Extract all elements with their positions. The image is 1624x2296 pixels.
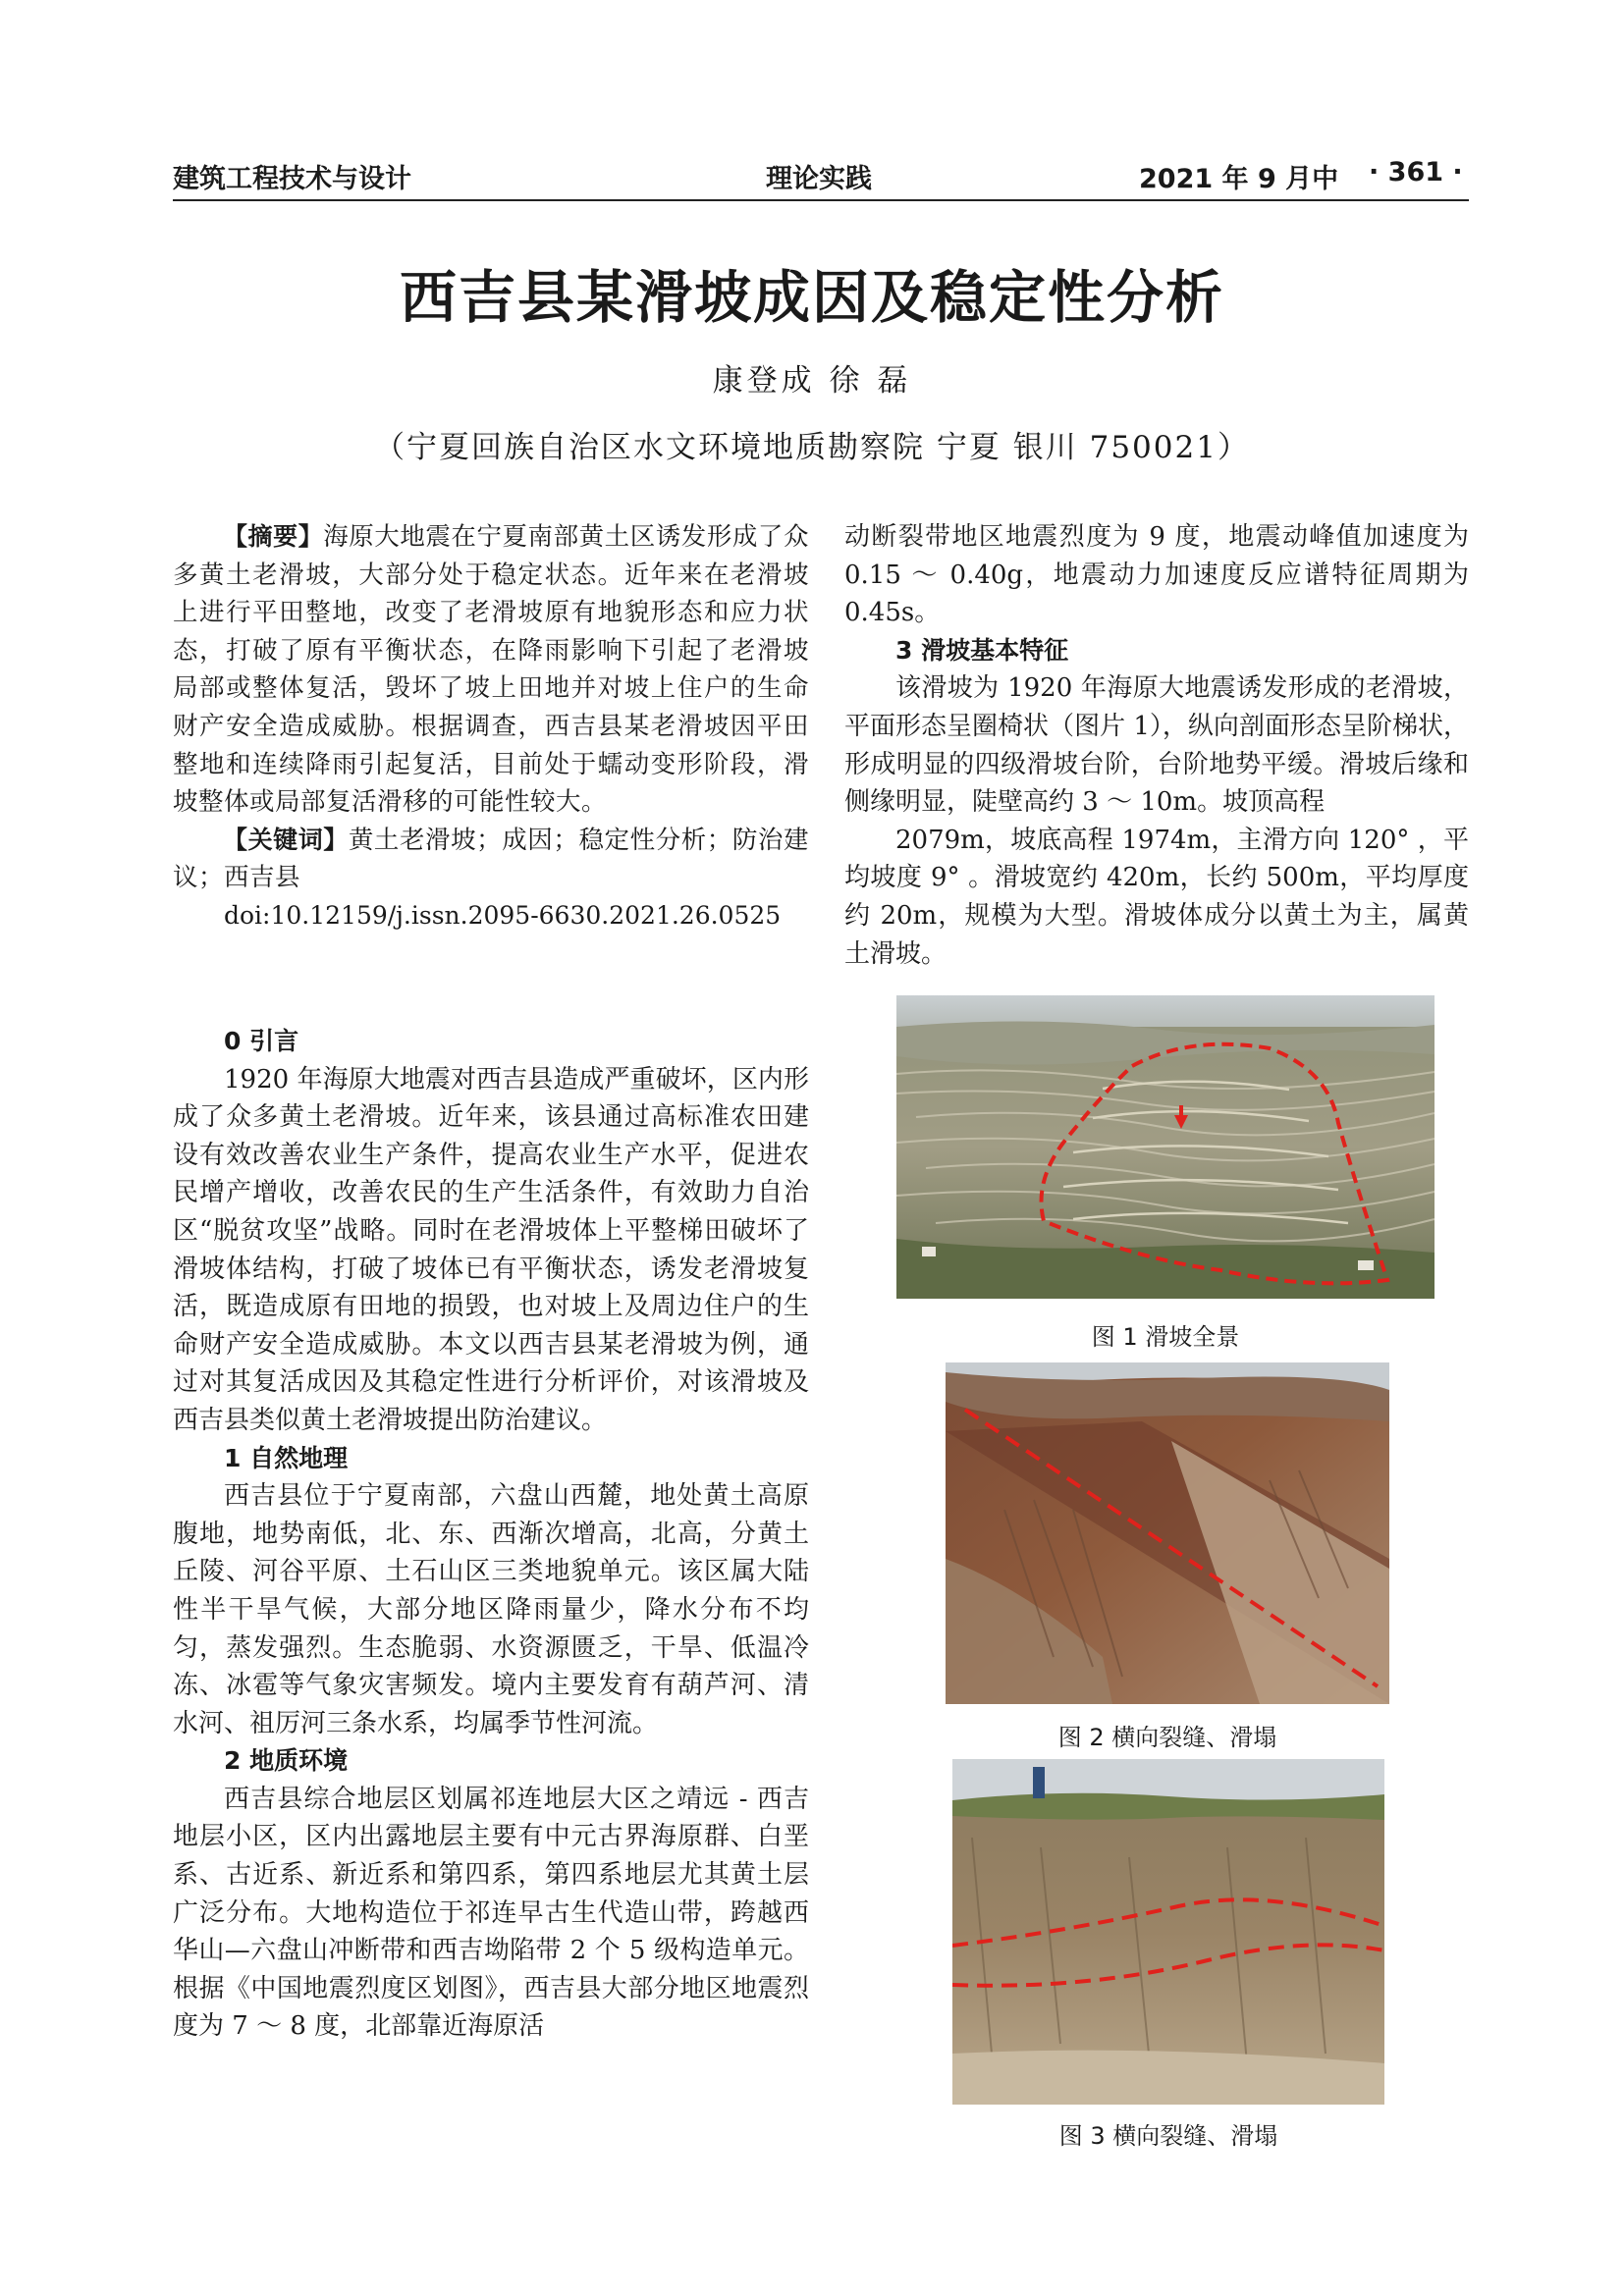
doi: doi:10.12159/j.issn.2095-6630.2021.26.0525 [224, 900, 782, 930]
landslide-aerial-photo [896, 995, 1435, 1299]
keywords [173, 822, 809, 897]
abstract-block [173, 518, 809, 935]
figure-2-crack-collapse [946, 1362, 1389, 1704]
article-affiliation: （宁夏回族自治区水文环境地质勘察院 宁夏 银川 750021） [374, 430, 1250, 465]
section-0-title: 0 引言 [224, 1027, 299, 1055]
abstract-label: 【摘要】 [223, 522, 324, 551]
section-0-text: 1920 年海原大地震对西吉县造成严重破坏，区内形成了众多黄土老滑坡。近年来，该县通过高标准农田建设有效改善农业生产条件，提高农业生产水平，促进农民增产增收，改善农民的生产生活条件，有效助力自治区“脱贫攻坚”战略。同时在老滑坡体上平整梯田破坏了滑坡体结构，打破了坡体已有平衡状态，诱发老滑坡复活，既造成原有田地的损毁，也对坡上及周边住户的生命财产安全造成威胁。本文以西吉县某老滑坡为例，通过对其复活成因及其稳定性进行分析评价，对该滑坡及西吉县类似黄土老滑坡提出防治建议。 [173, 1064, 809, 1435]
journal-name: 建筑工程技术与设计 [173, 164, 411, 194]
figure-1-landslide-panorama [896, 995, 1435, 1299]
section-2-title: 2 地质环境 [224, 1746, 349, 1776]
section-name: 理论实践 [766, 164, 872, 194]
crack-photo-2 [952, 1759, 1384, 2105]
article-title: 西吉县某滑坡成因及稳定性分析 [399, 264, 1224, 331]
figure-1-caption: 图 1 滑坡全景 [1091, 1323, 1240, 1351]
section-2-text: 西吉县综合地层区划属祁连地层大区之靖远 - 西吉地层小区，区内出露地层主要有中元古界海原群、白垩系、古近系、新近系和第四系，第四系地层尤其黄土层广泛分布。大地构造位于祁连早古生代造山带，跨越西华山—六盘山冲断带和西吉坳陷带 2 个 5 级构造单元。根据《中国地震烈度区划图》，西吉县大部分地区地震烈度为 7 ～ 8 度，北部靠近海原活 [173, 1784, 809, 2042]
figure-2-caption: 图 2 横向裂缝、滑塌 [1057, 1724, 1277, 1751]
keywords-text: 黄土老滑坡；成因；稳定性分析；防治建议；西吉县 [173, 825, 809, 893]
right-body [844, 518, 1469, 973]
section-1-text: 西吉县位于宁夏南部，六盘山西麓，地处黄土高原腹地，地势南低，北、东、西渐次增高，北高，分黄土丘陵、河谷平原、土石山区三类地貌单元。该区属大陆性半干旱气候，大部分地区降雨量少，降水分布不均匀，蒸发强烈。生态脆弱、水资源匮乏，干旱、低温冷冻、冰雹等气象灾害频发。境内主要发育有葫芦河、清水河、祖厉河三条水系，均属季节性河流。 [173, 1481, 809, 1738]
left-body [173, 1023, 809, 2046]
figure-3-crack-collapse [952, 1759, 1384, 2105]
crack-photo-1 [946, 1362, 1389, 1704]
article-authors: 康登成 徐 磊 [712, 363, 912, 399]
issue-date: 2021 年 9 月中 [1139, 164, 1339, 194]
header-rule [173, 199, 1469, 201]
section-3-title: 3 滑坡基本特征 [895, 635, 1069, 665]
section-3-text-2: 2079m，坡底高程 1974m，主滑方向 120° ，平均坡度 9° 。滑坡宽约 420m，长约 500m，平均厚度约 20m，规模为大型。滑坡体成分以黄土为主，属黄土滑坡。 [844, 825, 1469, 969]
section-2-continued: 动断裂带地区地震烈度为 9 度，地震动峰值加速度为 0.15 ～ 0.40g，地震动力加速度反应谱特征周期为 0.45s。 [844, 522, 1469, 628]
section-3-text-1: 该滑坡为 1920 年海原大地震诱发形成的老滑坡，平面形态呈圈椅状（图片 1），纵向剖面形态呈阶梯状，形成明显的四级滑坡台阶，台阶地势平缓。滑坡后缘和侧缘明显，陡壁高约 3 ～ 10m。坡顶高程 [844, 673, 1469, 818]
keywords-label: 【关键词】 [223, 825, 349, 854]
abstract [173, 518, 809, 822]
abstract-text: 海原大地震在宁夏南部黄土区诱发形成了众多黄土老滑坡，大部分处于稳定状态。近年来在老滑坡上进行平田整地，改变了老滑坡原有地貌形态和应力状态，打破了原有平衡状态，在降雨影响下引起了老滑坡局部或整体复活，毁坏了坡上田地并对坡上住户的生命财产安全造成威胁。根据调查，西吉县某老滑坡因平田整地和连续降雨引起复活，目前处于蠕动变形阶段，滑坡整体或局部复活滑移的可能性较大。 [173, 522, 809, 818]
section-1-title: 1 自然地理 [224, 1443, 349, 1472]
page-number: · 361 · [1369, 157, 1463, 187]
figure-3-caption: 图 3 横向裂缝、滑塌 [1058, 2122, 1278, 2150]
